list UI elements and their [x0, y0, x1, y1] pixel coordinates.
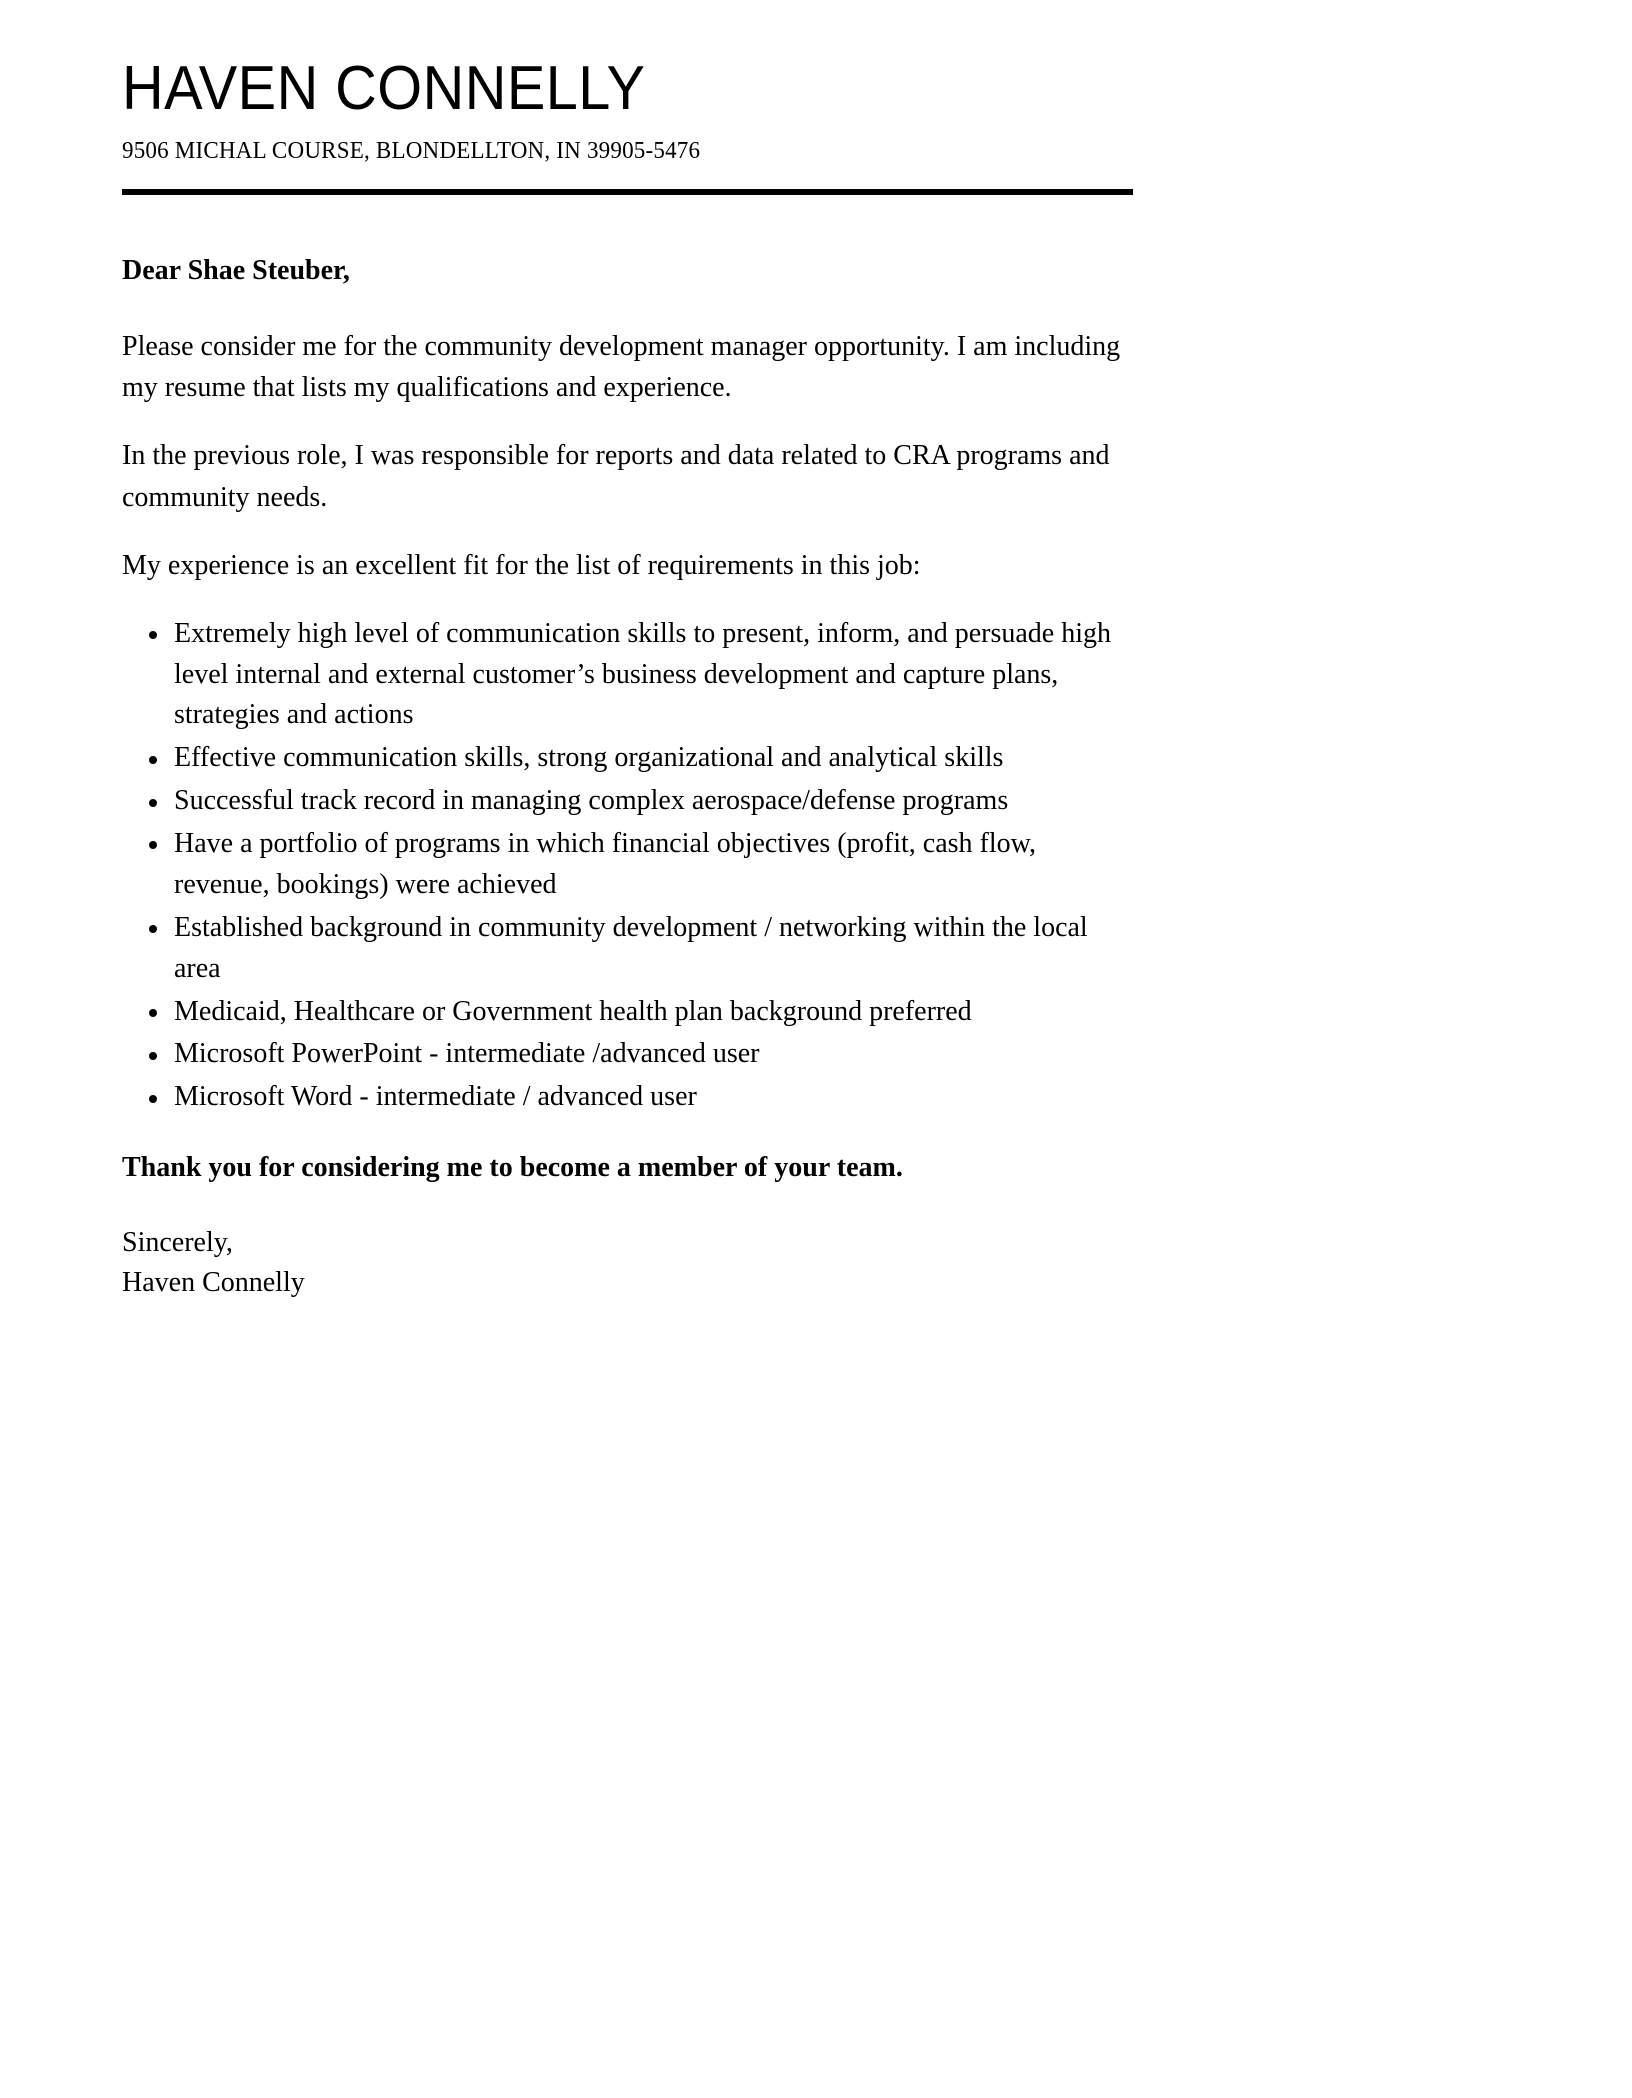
signature-name: Haven Connelly: [122, 1266, 305, 1298]
list-item-label: Successful track record in managing complex aerospace/defense programs: [174, 785, 1009, 817]
list-item-label: Established background in community development / networking within the local area: [174, 911, 1088, 984]
bullet-icon: [149, 841, 157, 849]
letter-body: [122, 195, 1510, 1302]
list-item-label: Microsoft Word - intermediate / advanced user: [174, 1081, 697, 1113]
list-item-label: Extremely high level of communication skills to present, inform, and persuade high level internal and external customer’s business development and capture plans, strategies and actions: [174, 617, 1112, 731]
list-item: [122, 781, 1137, 822]
bullet-icon: [149, 1052, 157, 1060]
list-item: [122, 1077, 1137, 1118]
list-item: [122, 992, 1137, 1033]
bullet-icon: [149, 631, 157, 639]
list-item-label: Have a portfolio of programs in which financial objectives (profit, cash flow, revenue, bookings) were achieved: [174, 828, 1037, 900]
signoff-block: [122, 1223, 1510, 1303]
letterhead: [122, 56, 1510, 195]
paragraph-requirements-lead: My experience is an excellent fit for the list of requirements in this job:: [122, 550, 921, 582]
salutation: Dear Shae Steuber,: [122, 254, 350, 286]
page-title: HAVEN CONNELLY: [122, 54, 646, 123]
requirements-list: [122, 614, 1137, 1119]
bullet-icon: [149, 756, 157, 764]
list-item: [122, 824, 1137, 906]
list-item: [122, 614, 1137, 737]
list-item-label: Microsoft PowerPoint - intermediate /advanced user: [174, 1038, 760, 1070]
paragraph-intro: Please consider me for the community development manager opportunity. I am including my resume that lists my qualifications and experience.: [122, 330, 1121, 403]
closing-statement: Thank you for considering me to become a member of your team.: [122, 1152, 903, 1184]
address-line: 9506 MICHAL COURSE, BLONDELLTON, IN 39905-5476: [122, 137, 701, 164]
list-item-label: Medicaid, Healthcare or Government health plan background preferred: [174, 995, 972, 1027]
paragraph-experience: In the previous role, I was responsible for reports and data related to CRA programs and community needs.: [122, 440, 1110, 513]
list-item: [122, 1034, 1137, 1075]
list-item-label: Effective communication skills, strong organizational and analytical skills: [174, 742, 1004, 774]
bullet-icon: [149, 925, 157, 933]
bullet-icon: [149, 1095, 157, 1103]
list-item: [122, 908, 1137, 990]
bullet-icon: [149, 799, 157, 807]
signoff-label: Sincerely,: [122, 1226, 233, 1258]
bullet-icon: [149, 1009, 157, 1017]
list-item: [122, 738, 1137, 779]
